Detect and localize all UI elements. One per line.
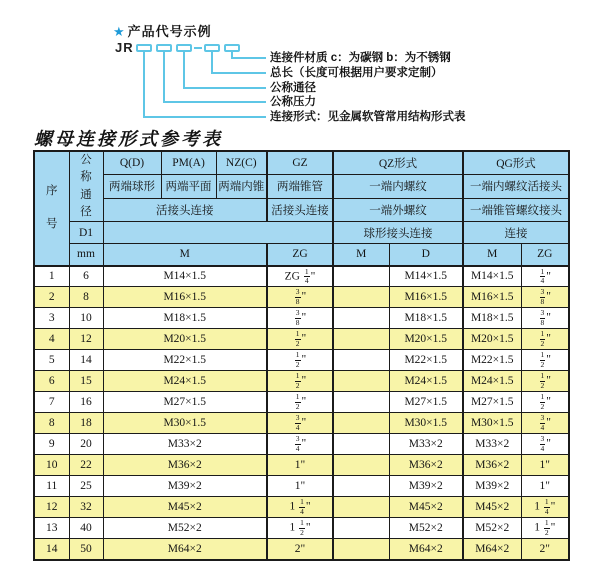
- cell-qg-zg: $\frac{1}{2}$ ": [521, 350, 569, 371]
- fraction: $\frac{3}{4}$: [540, 434, 545, 453]
- fraction: $\frac{1}{4}$: [304, 266, 309, 285]
- cell-dn: 32: [69, 497, 103, 518]
- cell-qz-d: M33×2: [389, 434, 463, 455]
- cell-m: M14×1.5: [103, 266, 267, 287]
- cell-dn: 10: [69, 308, 103, 329]
- cell-m: M64×2: [103, 539, 267, 560]
- nut-connection-table: [33, 150, 570, 561]
- cell-qz-d: M14×1.5: [389, 266, 463, 287]
- cell-seq: 1: [34, 266, 69, 287]
- cell-qg-zg: $\frac{3}{8}$ ": [521, 308, 569, 329]
- cell-gz-zg: $\frac{1}{2}$ ": [267, 329, 333, 350]
- col-header-dn: 公称通径: [69, 151, 103, 222]
- cell-dn: 18: [69, 413, 103, 434]
- callout-total-length: 总长（长度可根据用户要求定制）: [270, 67, 443, 79]
- col-header-q: Q(D): [103, 151, 161, 175]
- cell-qg-zg: $\frac{1}{2}$ ": [521, 329, 569, 350]
- cell-qg-m: M30×1.5: [463, 413, 521, 434]
- cell-qz-d: M16×1.5: [389, 287, 463, 308]
- cell-qg-m: M45×2: [463, 497, 521, 518]
- callout-connection-form: 连接形式：见金属软管常用结构形式表: [270, 111, 466, 123]
- cell-qz-d: M18×1.5: [389, 308, 463, 329]
- cell-seq: 13: [34, 518, 69, 539]
- cell-m: M18×1.5: [103, 308, 267, 329]
- col-header-qg: QG形式: [463, 151, 569, 175]
- cell-gz-zg: 2": [267, 539, 333, 560]
- fraction: $\frac{1}{2}$: [295, 350, 300, 369]
- cell-m: M36×2: [103, 455, 267, 476]
- cell-qg-zg: 1": [521, 455, 569, 476]
- fraction: $\frac{3}{4}$: [295, 434, 300, 453]
- cell-seq: 12: [34, 497, 69, 518]
- callout-nominal-pressure: 公称压力: [270, 96, 316, 108]
- cell-gz-zg: $\frac{3}{4}$ ": [267, 413, 333, 434]
- diagram-title: [113, 21, 212, 40]
- cell-qz-m: [333, 413, 389, 434]
- fraction: $\frac{3}{8}$: [540, 287, 545, 306]
- fraction: $\frac{1}{2}$: [540, 350, 545, 369]
- cell-seq: 11: [34, 476, 69, 497]
- connector-line: [183, 52, 185, 89]
- cell-qg-zg: $\frac{3}{4}$ ": [521, 434, 569, 455]
- cell-seq: 2: [34, 287, 69, 308]
- cell-qg-zg: $\frac{1}{2}$ ": [521, 392, 569, 413]
- cell-dn: 25: [69, 476, 103, 497]
- col-header-seq: 序号: [34, 151, 69, 266]
- cell-seq: 6: [34, 371, 69, 392]
- cell-qg-zg: $\frac{3}{8}$ ": [521, 287, 569, 308]
- cell-qz-d: M24×1.5: [389, 371, 463, 392]
- code-box-1: [136, 44, 152, 52]
- table-row: [34, 476, 569, 497]
- fraction: $\frac{3}{4}$: [540, 413, 545, 432]
- code-box-4: [204, 44, 220, 52]
- table-row: [34, 434, 569, 455]
- code-box-3: [176, 44, 192, 52]
- desc-qz-1: 一端内螺纹: [333, 175, 463, 199]
- cell-seq: 10: [34, 455, 69, 476]
- cell-m: M45×2: [103, 497, 267, 518]
- cell-gz-zg: 1 $\frac{1}{4}$ ": [267, 497, 333, 518]
- connector-line: [211, 52, 213, 74]
- cell-qg-zg: 2": [521, 539, 569, 560]
- cell-qz-m: [333, 455, 389, 476]
- table-row: [34, 350, 569, 371]
- cell-qz-d: M30×1.5: [389, 413, 463, 434]
- connector-line: [163, 52, 165, 103]
- cell-qz-m: [333, 371, 389, 392]
- cell-seq: 14: [34, 539, 69, 560]
- cell-qz-m: [333, 329, 389, 350]
- table-row: [34, 287, 569, 308]
- cell-dn: 14: [69, 350, 103, 371]
- table-title: 螺母连接形式参考表: [34, 129, 223, 149]
- cell-m: M16×1.5: [103, 287, 267, 308]
- cell-qg-m: M52×2: [463, 518, 521, 539]
- fraction: $\frac{1}{2}$: [295, 329, 300, 348]
- cell-qz-m: [333, 287, 389, 308]
- col-header-pm: PM(A): [161, 151, 216, 175]
- cell-qz-d: M27×1.5: [389, 392, 463, 413]
- cell-qg-zg: 1 $\frac{1}{2}$ ": [521, 518, 569, 539]
- cell-dn: 6: [69, 266, 103, 287]
- connector-line: [143, 52, 145, 118]
- gz-connection-label: 活接头连接: [267, 198, 333, 222]
- cell-qg-zg: $\frac{1}{4}$ ": [521, 266, 569, 287]
- table-row: [34, 413, 569, 434]
- cell-qg-m: M39×2: [463, 476, 521, 497]
- cell-dn: 8: [69, 287, 103, 308]
- cell-gz-zg: $\frac{1}{2}$ ": [267, 350, 333, 371]
- cell-gz-zg: $\frac{3}{8}$ ": [267, 287, 333, 308]
- fraction: $\frac{1}{2}$: [540, 392, 545, 411]
- cell-seq: 3: [34, 308, 69, 329]
- fraction: $\frac{1}{2}$: [295, 371, 300, 390]
- code-dash: [194, 47, 202, 49]
- desc-nz: 两端内锥: [216, 175, 267, 199]
- table-row: [34, 539, 569, 560]
- cell-m: M33×2: [103, 434, 267, 455]
- cell-gz-zg: ZG $\frac{1}{4}$ ": [267, 266, 333, 287]
- cell-dn: 20: [69, 434, 103, 455]
- cell-qg-m: M22×1.5: [463, 350, 521, 371]
- cell-gz-zg: $\frac{3}{8}$ ": [267, 308, 333, 329]
- fraction: $\frac{1}{2}$: [540, 329, 545, 348]
- code-box-5: [224, 44, 240, 52]
- cell-dn: 16: [69, 392, 103, 413]
- cell-m: M30×1.5: [103, 413, 267, 434]
- code-box-2: [156, 44, 172, 52]
- cell-qg-m: M36×2: [463, 455, 521, 476]
- qz-m-col-label: M: [333, 244, 389, 266]
- cell-m: M52×2: [103, 518, 267, 539]
- cell-qg-m: M27×1.5: [463, 392, 521, 413]
- cell-qg-m: M64×2: [463, 539, 521, 560]
- cell-seq: 5: [34, 350, 69, 371]
- col-header-gz: GZ: [267, 151, 333, 175]
- cell-qz-d: M36×2: [389, 455, 463, 476]
- fraction: $\frac{1}{4}$: [300, 497, 304, 516]
- fraction: $\frac{1}{2}$: [540, 371, 545, 390]
- desc-gz: 两端锥管: [267, 175, 333, 199]
- desc-q: 两端球形: [103, 175, 161, 199]
- cell-dn: 40: [69, 518, 103, 539]
- table-row: [34, 329, 569, 350]
- col-header-qz: QZ形式: [333, 151, 463, 175]
- cell-dn: 15: [69, 371, 103, 392]
- qz-d-col-label: D: [389, 244, 463, 266]
- cell-qz-m: [333, 539, 389, 560]
- cell-qz-m: [333, 434, 389, 455]
- product-code-prefix: JR: [115, 40, 134, 55]
- mm-label: mm: [69, 244, 103, 266]
- callout-material: 连接件材质 c：为碳钢 b：为不锈钢: [270, 52, 451, 64]
- cell-qg-m: M18×1.5: [463, 308, 521, 329]
- m-col-label: M: [103, 244, 267, 266]
- fraction: $\frac{1}{2}$: [295, 392, 300, 411]
- cell-qz-m: [333, 476, 389, 497]
- cell-qz-m: [333, 392, 389, 413]
- cell-seq: 8: [34, 413, 69, 434]
- cell-qg-m: M24×1.5: [463, 371, 521, 392]
- cell-qg-zg: 1 $\frac{1}{4}$ ": [521, 497, 569, 518]
- cell-qg-m: M20×1.5: [463, 329, 521, 350]
- qg-zg-col-label: ZG: [521, 244, 569, 266]
- cell-seq: 7: [34, 392, 69, 413]
- cell-gz-zg: $\frac{1}{2}$ ": [267, 392, 333, 413]
- desc-qg-1: 一端内螺纹活接头: [463, 175, 569, 199]
- cell-qz-d: M45×2: [389, 497, 463, 518]
- cell-dn: 12: [69, 329, 103, 350]
- cell-qg-zg: $\frac{1}{2}$ ": [521, 371, 569, 392]
- cell-qg-m: M33×2: [463, 434, 521, 455]
- qz-connection-label: 球形接头连接: [333, 222, 463, 244]
- cell-gz-zg: 1": [267, 476, 333, 497]
- zg-col-label: ZG: [267, 244, 333, 266]
- table-row: [34, 455, 569, 476]
- cell-qz-m: [333, 518, 389, 539]
- cell-qz-m: [333, 308, 389, 329]
- cell-seq: 9: [34, 434, 69, 455]
- table-row: [34, 497, 569, 518]
- fraction: $\frac{3}{8}$: [295, 287, 300, 306]
- cell-m: M39×2: [103, 476, 267, 497]
- fraction: $\frac{1}{2}$: [300, 518, 304, 537]
- cell-dn: 22: [69, 455, 103, 476]
- fraction: $\frac{1}{4}$: [540, 266, 545, 285]
- table-row: [34, 518, 569, 539]
- star-icon: ★: [113, 24, 126, 39]
- connector-line: [231, 57, 266, 59]
- fraction: $\frac{3}{4}$: [295, 413, 300, 432]
- diagram-title-text: 产品代号示例: [127, 24, 212, 39]
- cell-qg-zg: 1": [521, 476, 569, 497]
- cell-m: M20×1.5: [103, 329, 267, 350]
- table-row: [34, 371, 569, 392]
- desc-qg-2: 一端锥管螺纹接头: [463, 198, 569, 222]
- callout-nominal-diameter: 公称通径: [270, 82, 316, 94]
- fraction: $\frac{1}{4}$: [544, 497, 549, 516]
- cell-gz-zg: $\frac{3}{4}$ ": [267, 434, 333, 455]
- cell-seq: 4: [34, 329, 69, 350]
- cell-qg-m: M14×1.5: [463, 266, 521, 287]
- qg-m-col-label: M: [463, 244, 521, 266]
- desc-qz-2: 一端外螺纹: [333, 198, 463, 222]
- cell-qg-zg: $\frac{3}{4}$ ": [521, 413, 569, 434]
- table-row: [34, 308, 569, 329]
- cell-qz-d: M52×2: [389, 518, 463, 539]
- cell-qz-m: [333, 497, 389, 518]
- cell-qz-d: M39×2: [389, 476, 463, 497]
- cell-m: M22×1.5: [103, 350, 267, 371]
- empty-header-cell: [103, 222, 333, 244]
- cell-m: M27×1.5: [103, 392, 267, 413]
- qg-connection-label: 连接: [463, 222, 569, 244]
- cell-qz-m: [333, 350, 389, 371]
- d1-label: D1: [69, 222, 103, 244]
- cell-qz-d: M64×2: [389, 539, 463, 560]
- connector-line: [163, 101, 266, 103]
- cell-dn: 50: [69, 539, 103, 560]
- table-row: [34, 392, 569, 413]
- cell-m: M24×1.5: [103, 371, 267, 392]
- fraction: $\frac{3}{8}$: [540, 308, 545, 327]
- cell-gz-zg: 1 $\frac{1}{2}$ ": [267, 518, 333, 539]
- cell-qg-m: M16×1.5: [463, 287, 521, 308]
- fraction: $\frac{1}{2}$: [544, 518, 549, 537]
- cell-gz-zg: $\frac{1}{2}$ ": [267, 371, 333, 392]
- desc-pm: 两端平面: [161, 175, 216, 199]
- connector-line: [143, 116, 266, 118]
- connector-line: [211, 72, 266, 74]
- table-row: [34, 266, 569, 287]
- union-connection-label: 活接头连接: [103, 198, 267, 222]
- cell-qz-d: M20×1.5: [389, 329, 463, 350]
- fraction: $\frac{3}{8}$: [295, 308, 300, 327]
- connector-line: [183, 87, 266, 89]
- cell-qz-d: M22×1.5: [389, 350, 463, 371]
- cell-gz-zg: 1": [267, 455, 333, 476]
- col-header-nz: NZ(C): [216, 151, 267, 175]
- cell-qz-m: [333, 266, 389, 287]
